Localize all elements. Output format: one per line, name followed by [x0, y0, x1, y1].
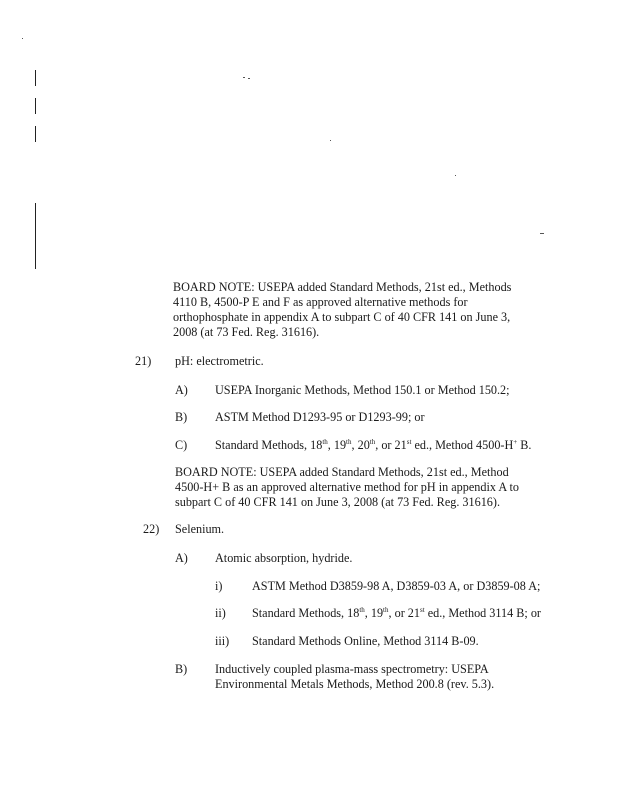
item-21-c-letter: C)	[175, 438, 188, 452]
item-22-a-iii-text: Standard Methods Online, Method 3114 B-09.	[252, 634, 479, 648]
item-21-b-letter: B)	[175, 410, 188, 424]
item-22-a-i-text: ASTM Method D3859-98 A, D3859-03 A, or D3859-08 A;	[252, 579, 541, 593]
item-22-number: 22)	[143, 522, 160, 536]
item-22-a-iii-roman: iii)	[215, 634, 230, 648]
item-21-a-letter: A)	[175, 383, 188, 397]
revision-bar	[35, 98, 36, 114]
scan-speck	[330, 140, 331, 141]
scan-speck	[22, 38, 23, 39]
revision-bar	[35, 126, 36, 142]
item-22-a-ii-text: Standard Methods, 18th, 19th, or 21st ed., Method 3114 B; or	[252, 605, 541, 620]
item-22-b-text: Inductively coupled plasma-mass spectrometry: USEPA Environmental Metals Methods, Method 200.8 (rev. 5.3).	[215, 662, 495, 691]
item-22-a-ii-roman: ii)	[215, 606, 226, 620]
item-21-title: pH: electrometric.	[175, 354, 264, 368]
item-21-number: 21)	[135, 354, 152, 368]
item-22-a-text: Atomic absorption, hydride.	[215, 551, 353, 565]
board-note-ph: BOARD NOTE: USEPA added Standard Methods, 21st ed., Method 4500-H+ B as an approved alternative method for pH in appendix A to subpart C of 40 CFR 141 on June 3, 2008 (at 73 Fed. Reg. 31616).	[175, 465, 519, 509]
item-22-a-i-roman: i)	[215, 579, 223, 593]
board-note-orthophosphate: BOARD NOTE: USEPA added Standard Methods, 21st ed., Methods 4110 B, 4500-P E and F as approved alternative methods for orthophosphate in appendix A to subpart C of 40 CFR 141 on June 3, 2008 (at 73 Fed. Reg. 31616).	[173, 280, 512, 339]
item-22-b-letter: B)	[175, 662, 188, 676]
item-22-a-letter: A)	[175, 551, 188, 565]
scan-speck	[248, 78, 250, 79]
item-21-b-text: ASTM Method D1293-95 or D1293-99; or	[215, 410, 425, 424]
item-21-a-text: USEPA Inorganic Methods, Method 150.1 or Method 150.2;	[215, 383, 510, 397]
item-21-c-text: Standard Methods, 18th, 19th, 20th, or 21st ed., Method 4500-H+ B.	[215, 437, 532, 452]
item-22-title: Selenium.	[175, 522, 225, 536]
scan-speck	[243, 77, 245, 78]
revision-bar	[35, 203, 36, 269]
scan-speck	[455, 175, 456, 176]
revision-bar	[35, 70, 36, 86]
scan-speck	[540, 233, 544, 234]
